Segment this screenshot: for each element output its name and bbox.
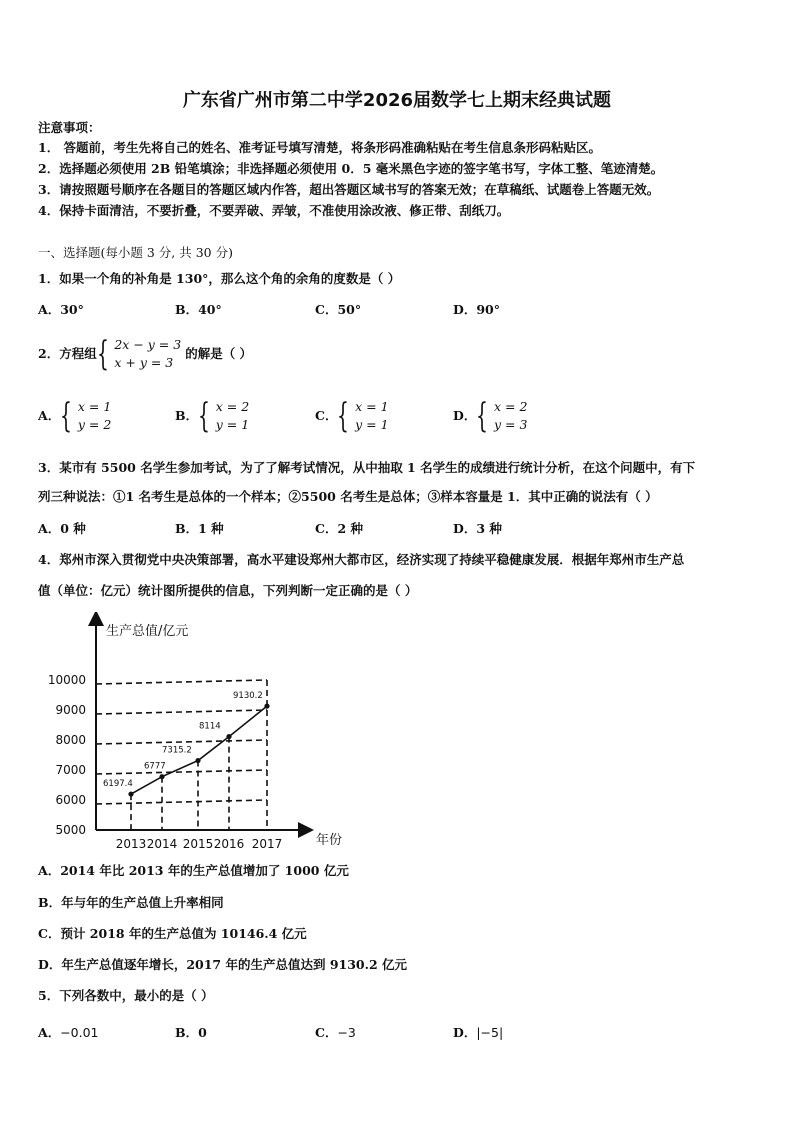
q3-option-a: A．0 种	[38, 521, 86, 536]
q2-option-b	[175, 398, 249, 434]
q4-option-c: C．预计 2018 年的生产总值为 10146.4 亿元	[38, 926, 307, 941]
grid-line	[96, 740, 267, 744]
option-eq: y = 1	[355, 417, 389, 432]
q1-option-b: B．40°	[175, 302, 222, 317]
option-system	[494, 398, 527, 434]
option-letter: D．	[453, 408, 477, 423]
q2-stem	[38, 336, 252, 372]
q3-line-1: 3．某市有 5500 名学生参加考试，为了了解考试情况，从中抽取 1 名学生的成绩进行统计分析，在这个问题中，有下	[38, 460, 696, 475]
q1-option-d: D．90°	[453, 302, 500, 317]
page-title: 广东省广州市第二中学2026届数学七上期末经典试题	[182, 90, 612, 111]
option-eq: y = 1	[215, 417, 250, 432]
note-item-3: 3．请按照题号顺序在各题目的答题区域内作答，超出答题区域书写的答案无效；在草稿纸、试题卷上答题无效。	[38, 182, 660, 197]
q2-eq-2: x + y = 3	[114, 355, 174, 370]
y-tick-label: 7000	[55, 763, 86, 777]
q3-option-b: B．1 种	[175, 521, 224, 536]
note-item-2: 2．选择题必须使用 2B 铅笔填涂；非选择题必须使用 0．5 毫米黑色字迹的签字笔书写，字体工整、笔迹清楚。	[38, 161, 664, 176]
option-eq: x = 2	[493, 399, 528, 414]
option-value: |−5|	[476, 1025, 504, 1040]
note-item-1: 1． 答题前，考生先将自己的姓名、准考证号填写清楚，将条形码准确粘贴在考生信息条形码粘贴区。	[38, 140, 602, 155]
x-tick-label: 2015	[182, 837, 214, 851]
option-value: −0.01	[60, 1025, 99, 1040]
option-system	[78, 398, 111, 434]
option-eq: y = 3	[493, 417, 528, 432]
x-tick-label: 2017	[251, 837, 283, 851]
y-tick-labels	[48, 673, 86, 837]
data-label: 9130.2	[233, 691, 263, 702]
q5-option-c	[315, 1025, 356, 1041]
y-tick-label: 5000	[55, 823, 86, 837]
q2-option-c	[315, 398, 389, 434]
x-tick-label: 2013	[115, 837, 147, 851]
y-tick-label: 8000	[55, 733, 86, 747]
q2-prefix: 2．方程组	[38, 346, 97, 361]
data-points	[128, 703, 269, 796]
q2-option-a	[38, 398, 111, 434]
data-point	[264, 703, 269, 708]
option-eq: x = 1	[77, 399, 112, 414]
y-tick-label: 9000	[55, 703, 86, 717]
grid-line	[96, 710, 267, 714]
data-point	[226, 734, 231, 739]
option-value: −3	[337, 1025, 356, 1040]
q5-stem: 5．下列各数中，最小的是（ ）	[38, 988, 214, 1003]
brace-symbol: {	[60, 396, 73, 436]
q5-option-b	[175, 1025, 207, 1041]
q5-option-d	[453, 1025, 503, 1041]
grid-line	[96, 770, 267, 774]
y-tick-label: 6000	[55, 793, 86, 807]
q3-option-d: D．3 种	[453, 521, 502, 536]
data-point	[128, 791, 133, 796]
q4-option-d: D．年生产总值逐年增长，2017 年的生产总值达到 9130.2 亿元	[38, 957, 408, 972]
data-label: 6197.4	[103, 779, 133, 790]
section-heading: 一、选择题(每小题 3 分, 共 30 分)	[38, 245, 233, 260]
y-tick-label: 10000	[47, 673, 86, 687]
grid-line	[96, 680, 267, 684]
option-value: 0	[198, 1025, 207, 1040]
option-letter: B．	[175, 1025, 199, 1040]
q3-option-c: C．2 种	[315, 521, 363, 536]
y-axis-label: 生产总值/亿元	[106, 624, 189, 639]
option-letter: D．	[453, 1025, 477, 1040]
q4-line-2: 值（单位：亿元）统计图所提供的信息，下列判断一定正确的是（ ）	[38, 583, 418, 598]
gdp-chart	[40, 612, 360, 857]
option-letter: C．	[315, 408, 338, 423]
x-tick-label: 2014	[146, 837, 178, 851]
data-label: 8114	[199, 721, 221, 732]
data-label: 7315.2	[162, 745, 192, 756]
x-tick-label: 2016	[213, 837, 245, 851]
q1-stem: 1．如果一个角的补角是 130°，那么这个角的余角的度数是（ ）	[38, 271, 401, 286]
option-system	[216, 398, 249, 434]
q4-option-a: A．2014 年比 2013 年的生产总值增加了 1000 亿元	[38, 863, 349, 878]
option-letter: A．	[38, 1025, 61, 1040]
option-eq: x = 2	[215, 399, 250, 414]
brace-symbol: {	[337, 396, 350, 436]
note-item-4: 4．保持卡面清洁，不要折叠，不要弄破、弄皱，不准使用涂改液、修正带、刮纸刀。	[38, 203, 510, 218]
q2-system	[114, 336, 181, 372]
grid-line	[96, 800, 267, 804]
data-point	[159, 774, 164, 779]
notes-heading: 注意事项：	[38, 120, 101, 135]
q5-option-a	[38, 1025, 99, 1041]
q2-eq-1: 2x − y = 3	[114, 337, 182, 352]
data-label: 6777	[144, 761, 166, 772]
brace-symbol: {	[96, 334, 109, 374]
q2-suffix: 的解是（ ）	[185, 346, 253, 361]
data-point	[195, 758, 200, 763]
q4-option-b: B．年与年的生产总值上升率相同	[38, 895, 224, 910]
gdp-series-line	[131, 706, 267, 794]
x-tick-labels	[116, 837, 283, 851]
q1-option-c: C．50°	[315, 302, 362, 317]
option-system	[355, 398, 388, 434]
q3-line-2: 列三种说法：①1 名考生是总体的一个样本；②5500 名考生是总体；③样本容量是 1．其中正确的说法有（ ）	[38, 489, 658, 504]
x-axis-label: 年份	[316, 833, 343, 848]
q1-option-a: A．30°	[38, 302, 84, 317]
option-eq: y = 2	[77, 417, 112, 432]
q4-line-1: 4．郑州市深入贯彻党中央决策部署，高水平建设郑州大都市区，经济实现了持续平稳健康发展．根据年郑州市生产总	[38, 552, 685, 567]
option-letter: B．	[175, 408, 199, 423]
option-eq: x = 1	[355, 399, 389, 414]
option-letter: C．	[315, 1025, 338, 1040]
option-letter: A．	[38, 408, 61, 423]
q2-option-d	[453, 398, 527, 434]
brace-symbol: {	[198, 396, 210, 436]
brace-symbol: {	[476, 396, 489, 436]
